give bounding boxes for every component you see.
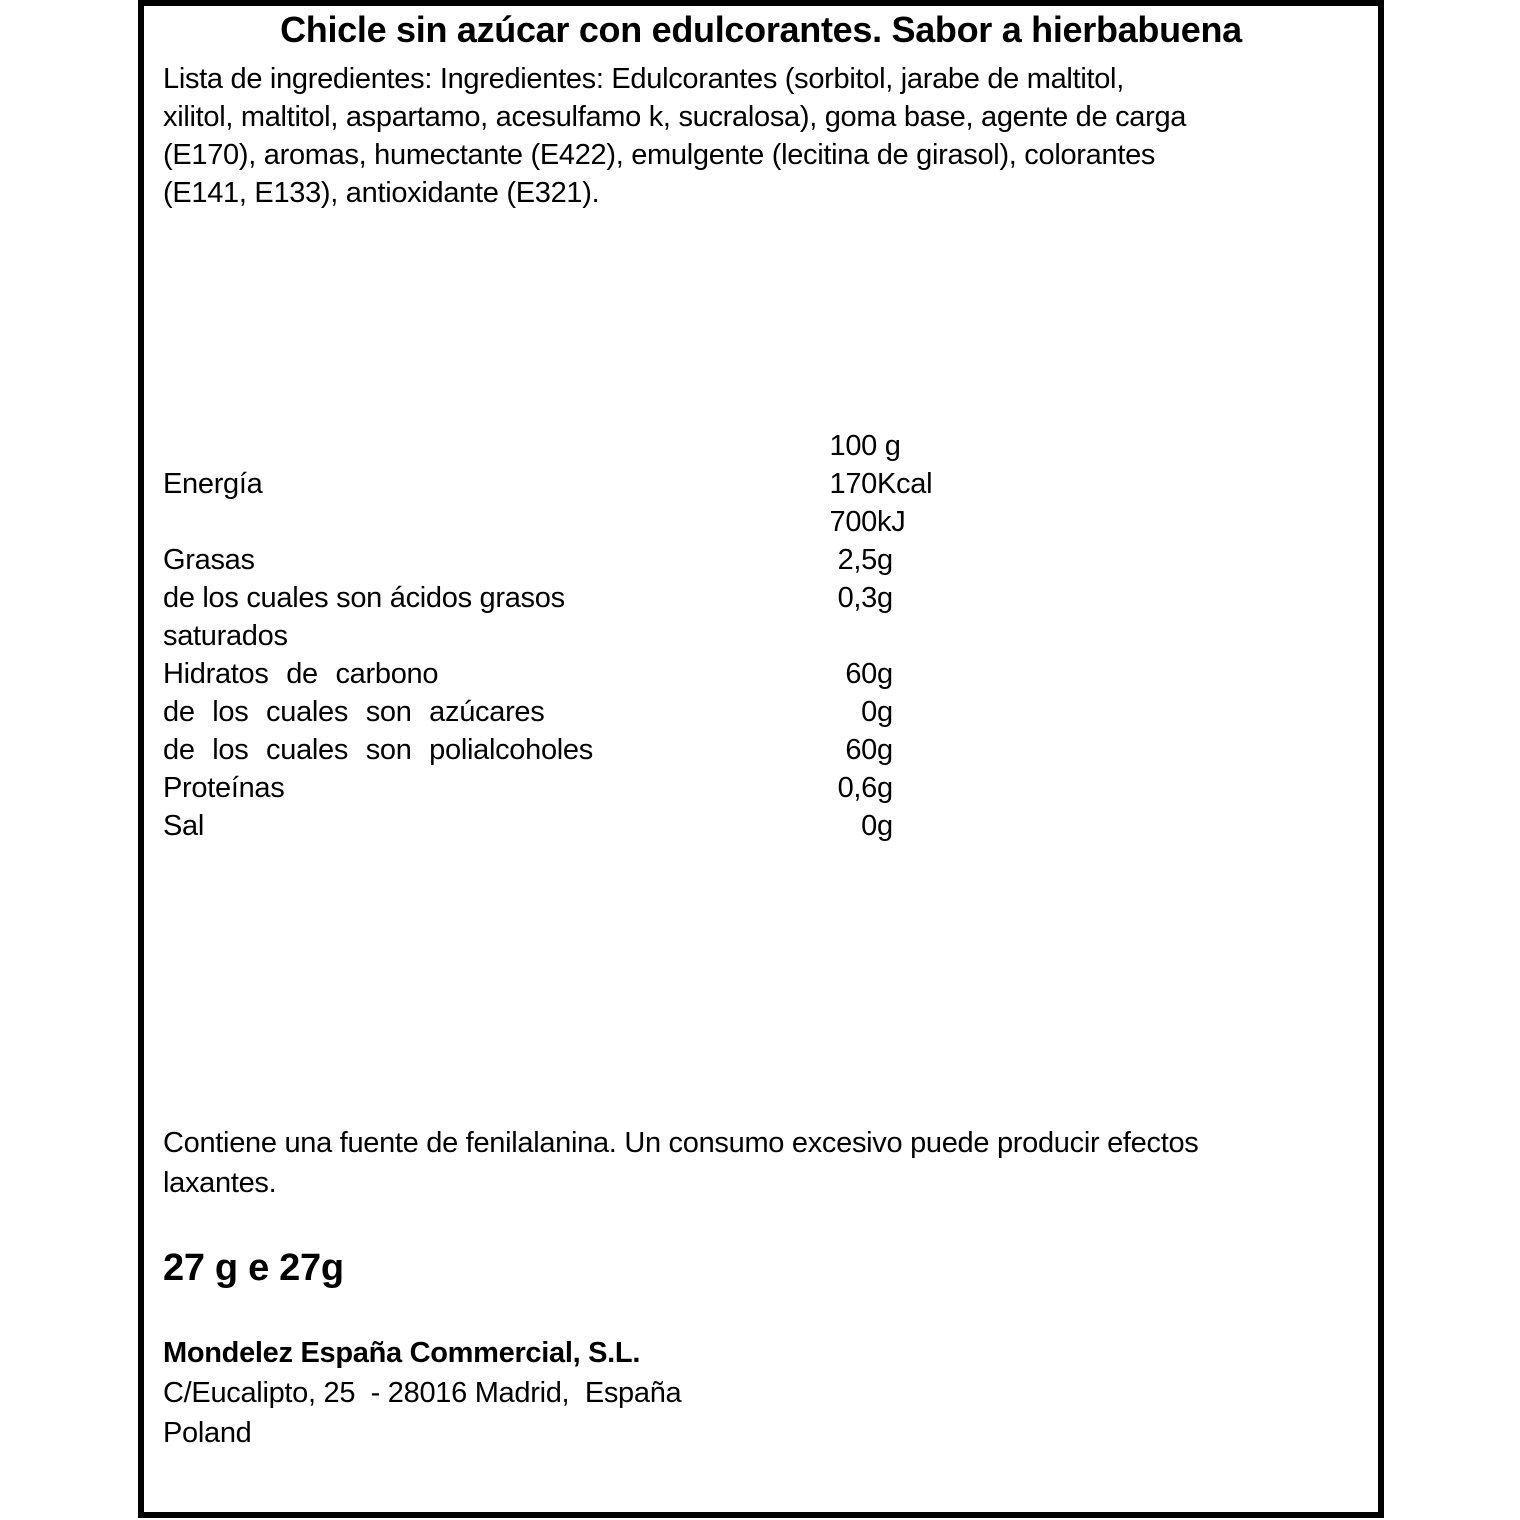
- nutrition-row-saturated-fat-cont: [163, 617, 1358, 655]
- nutrition-label: de los cuales son ácidos grasos: [163, 582, 565, 614]
- nutrition-amount: 60: [845, 658, 877, 690]
- nutrition-header-row: [163, 427, 1358, 465]
- nutrition-row-carbohydrates: [163, 655, 1358, 693]
- nutrition-row-sugars: [163, 693, 1358, 731]
- nutrition-row-fat: [163, 541, 1358, 579]
- nutrition-amount: 60: [845, 734, 877, 766]
- ingredients-line: xilitol, maltitol, aspartamo, acesulfamo k, sucralosa), goma base, agente de carga: [163, 101, 1187, 133]
- nutrition-label: saturados: [163, 620, 288, 652]
- nutrition-amount: 170: [829, 468, 877, 500]
- nutrition-unit: g: [877, 810, 893, 842]
- nutrition-row-saturated-fat: [163, 579, 1358, 617]
- nutrition-header-unit: g: [877, 430, 901, 462]
- nutrition-amount: 0: [861, 810, 877, 842]
- nutrition-row-salt: [163, 807, 1358, 845]
- nutrition-row-polyols: [163, 731, 1358, 769]
- product-title: Chicle sin azúcar con edulcorantes. Sabor a hierbabuena: [280, 9, 1242, 50]
- nutrition-table: [163, 427, 1358, 845]
- nutrition-amount: 0,6: [837, 772, 877, 804]
- nutrition-header-amount: 100: [829, 430, 877, 462]
- ingredients-line: Lista de ingredientes: Ingredientes: Edulcorantes (sorbitol, jarabe de maltitol,: [163, 63, 1124, 95]
- nutrition-row-energy-kcal: [163, 465, 1358, 503]
- nutrition-amount: 0,3: [837, 582, 877, 614]
- nutrition-amount: 700: [829, 506, 877, 538]
- nutrition-unit: kJ: [877, 506, 906, 538]
- nutrition-amount: [708, 617, 877, 655]
- nutrition-unit: Kcal: [877, 468, 933, 500]
- nutrition-unit: g: [877, 582, 893, 614]
- company-country: Poland: [163, 1417, 252, 1449]
- company-info: [163, 1333, 1353, 1453]
- nutrition-label: Sal: [163, 810, 205, 842]
- nutrition-label: de los cuales son azúcares: [163, 696, 545, 728]
- nutrition-label: de los cuales son polialcoholes: [163, 734, 593, 766]
- label-border-box: [138, 0, 1384, 1518]
- nutrition-row-energy-kj: [163, 503, 1358, 541]
- ingredients-paragraph: [163, 60, 1353, 212]
- ingredients-line: (E141, E133), antioxidante (E321).: [163, 177, 600, 209]
- company-address: C/Eucalipto, 25 - 28016 Madrid, España: [163, 1377, 682, 1409]
- nutrition-unit: g: [877, 772, 893, 804]
- warning-line: Contiene una fuente de fenilalanina. Un consumo excesivo puede producir efectos: [163, 1127, 1199, 1159]
- nutrition-amount: 2,5: [837, 544, 877, 576]
- nutrition-label: Energía: [163, 468, 263, 500]
- nutrition-label: [163, 503, 708, 541]
- net-weight: 27 g e 27g: [163, 1247, 344, 1289]
- warning-line: laxantes.: [163, 1167, 277, 1199]
- nutrition-unit: g: [877, 696, 893, 728]
- nutrition-row-protein: [163, 769, 1358, 807]
- nutrition-amount: 0: [861, 696, 877, 728]
- nutrition-unit: g: [877, 734, 893, 766]
- nutrition-header-label: [163, 427, 708, 465]
- nutrition-label: Grasas: [163, 544, 255, 576]
- nutrition-unit: g: [877, 544, 893, 576]
- ingredients-line: (E170), aromas, humectante (E422), emulgente (lecitina de girasol), colorantes: [163, 139, 1156, 171]
- nutrition-unit: g: [877, 658, 893, 690]
- nutrition-label: Hidratos de carbono: [163, 658, 439, 690]
- allergen-warning: [163, 1123, 1353, 1203]
- nutrition-label: Proteínas: [163, 772, 285, 804]
- company-name: Mondelez España Commercial, S.L.: [163, 1337, 641, 1369]
